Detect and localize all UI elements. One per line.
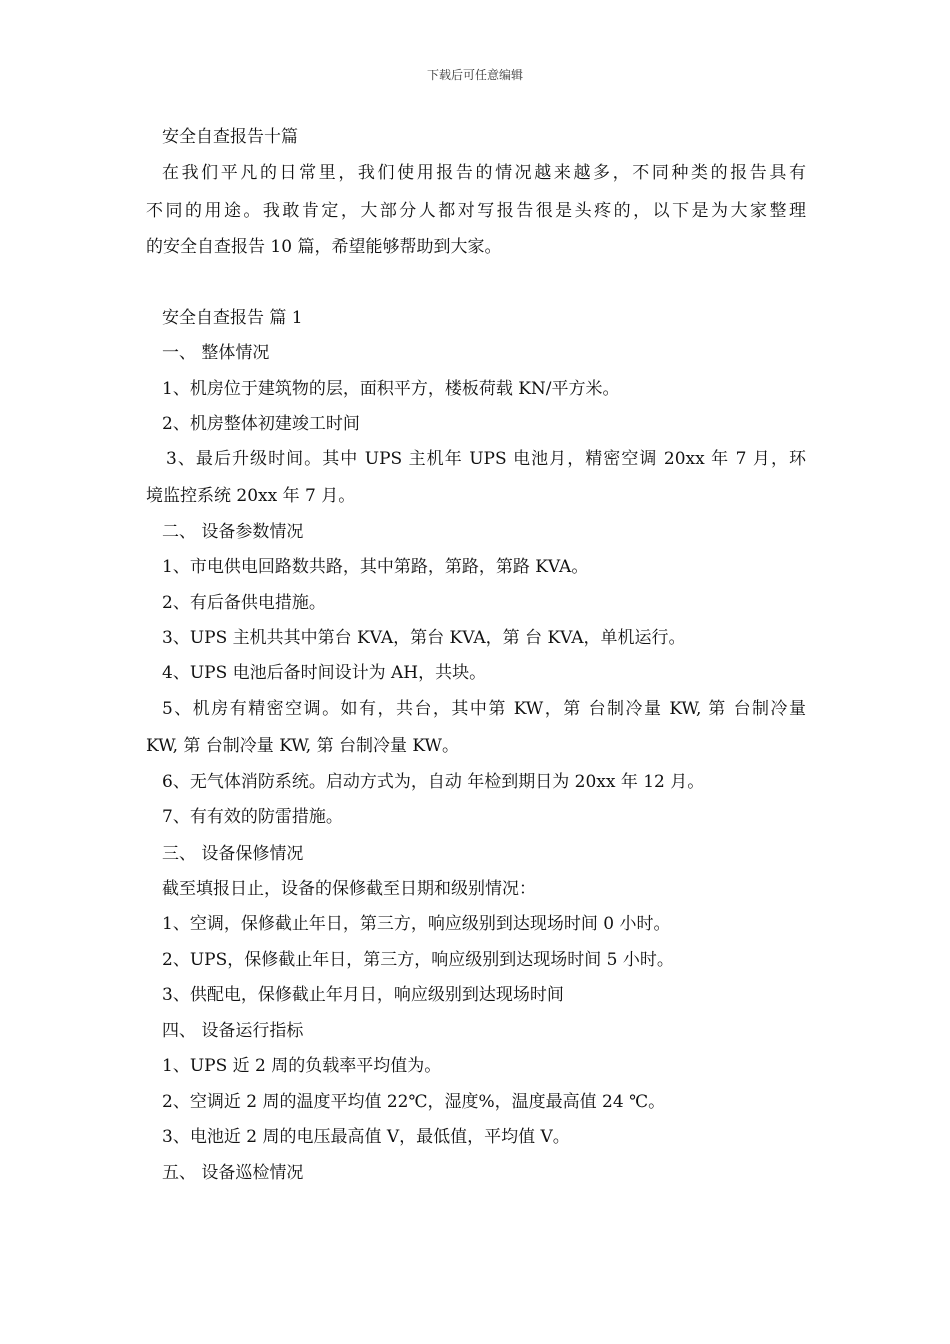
- paragraph-item: 5、机房有精密空调。如有，共台，其中第 KW，第 台制冷量 KW, 第 台制冷量: [162, 699, 806, 719]
- heading-parameters: 二、 设备参数情况: [162, 522, 304, 542]
- page-header: 下载后可任意编辑: [426, 68, 523, 82]
- intro-line-2: 不同的用途。我敢肯定，大部分人都对写报告很是头疼的，以下是为大家整理: [146, 201, 806, 221]
- paragraph-item: 2、空调近 2 周的温度平均值 22℃，湿度%，温度最高值 24 ℃。: [162, 1092, 666, 1112]
- paragraph-item: 3、电池近 2 周的电压最高值 V，最低值，平均值 V。: [162, 1127, 570, 1147]
- paragraph-item: 截至填报日止，设备的保修截至日期和级别情况：: [162, 879, 536, 899]
- paragraph-item: 3、最后升级时间。其中 UPS 主机年 UPS 电池月，精密空调 20xx 年 7 月，环: [166, 449, 806, 469]
- heading-warranty: 三、 设备保修情况: [162, 844, 304, 864]
- document-title: 安全自查报告十篇: [162, 127, 298, 147]
- heading-overall: 一、 整体情况: [162, 343, 270, 363]
- intro-line-1: 在我们平凡的日常里，我们使用报告的情况越来越多，不同种类的报告具有: [162, 163, 806, 183]
- paragraph-item: 2、UPS，保修截止年日，第三方，响应级别到达现场时间 5 小时。: [162, 950, 674, 970]
- paragraph-continuation: KW, 第 台制冷量 KW, 第 台制冷量 KW。: [146, 736, 459, 756]
- paragraph-item: 7、有有效的防雷措施。: [162, 807, 343, 827]
- paragraph-item: 4、UPS 电池后备时间设计为 AH，共块。: [162, 663, 487, 683]
- paragraph-item: 6、无气体消防系统。启动方式为，自动 年检到期日为 20xx 年 12 月。: [162, 772, 705, 792]
- heading-inspection: 五、 设备巡检情况: [162, 1163, 304, 1183]
- paragraph-item: 3、供配电，保修截止年月日，响应级别到达现场时间: [162, 985, 564, 1005]
- paragraph-item: 1、UPS 近 2 周的负载率平均值为。: [162, 1056, 442, 1076]
- intro-line-3: 的安全自查报告 10 篇，希望能够帮助到大家。: [146, 237, 502, 257]
- section-title: 安全自查报告 篇 1: [162, 308, 303, 328]
- paragraph-item: 2、有后备供电措施。: [162, 593, 326, 613]
- paragraph-item: 1、机房位于建筑物的层，面积平方，楼板荷载 KN/平方米。: [162, 379, 620, 399]
- paragraph-item: 1、市电供电回路数共路，其中第路，第路，第路 KVA。: [162, 557, 589, 577]
- paragraph-item: 1、空调，保修截止年日，第三方，响应级别到达现场时间 0 小时。: [162, 914, 671, 934]
- paragraph-continuation: 境监控系统 20xx 年 7 月。: [146, 486, 356, 506]
- paragraph-item: 3、UPS 主机共其中第台 KVA，第台 KVA，第 台 KVA，单机运行。: [162, 628, 686, 648]
- paragraph-item: 2、机房整体初建竣工时间: [162, 414, 360, 434]
- heading-indicators: 四、 设备运行指标: [162, 1021, 304, 1041]
